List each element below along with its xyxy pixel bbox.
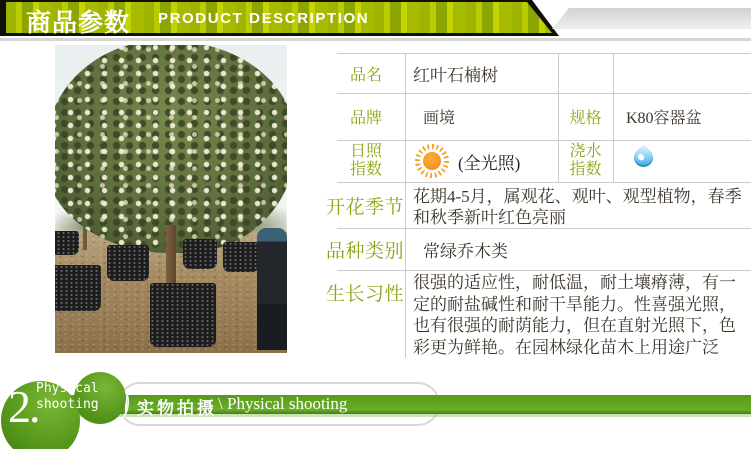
param-value-brand: 画境 xyxy=(423,110,456,127)
param-label-category: 品种类别 xyxy=(325,240,404,262)
param-value-name: 红叶石楠树 xyxy=(413,65,498,85)
footer-title-cn: 实物拍摄 xyxy=(137,399,217,418)
header-gray-wedge xyxy=(552,8,751,29)
section-title-en: PRODUCT DESCRIPTION xyxy=(158,10,370,27)
section-number: 2. xyxy=(8,381,39,432)
sun-icon xyxy=(415,144,449,178)
container-pot xyxy=(55,231,79,255)
water-drop-icon xyxy=(630,144,657,171)
container-pot-main xyxy=(150,283,216,347)
container-pot xyxy=(55,265,101,311)
param-label-brand: 品牌 xyxy=(349,110,382,127)
param-value-flowering-season: 花期4-5月，属观花、观叶、观型植物，春季和秋季新叶红色亮丽 xyxy=(413,187,742,227)
param-label-sunshine: 日照指数 xyxy=(349,143,382,178)
container-pot xyxy=(183,239,217,269)
table-line xyxy=(613,53,614,182)
tree-trunk xyxy=(166,225,176,291)
param-value-category: 常绿乔木类 xyxy=(423,241,508,261)
person-figure xyxy=(257,228,287,350)
param-value-growth-habit: 很强的适应性，耐低温，耐土壤瘠薄，有一定的耐盐碱性和耐干旱能力。性喜强光照，也有很强的耐荫能力，但在直射光照下，色彩更为鲜艳。在园林绿化苗木上用途广泛 xyxy=(413,273,736,357)
tree-crown xyxy=(55,45,287,253)
param-value-spec: K80容器盆 xyxy=(626,110,702,127)
param-value-sunshine: (全光照) xyxy=(415,140,520,182)
param-label-watering: 浇水指数 xyxy=(569,143,602,178)
param-label-name: 品名 xyxy=(349,66,382,84)
section-title-cn: 商品参数 xyxy=(26,9,131,37)
container-pot xyxy=(223,242,259,272)
product-photo xyxy=(55,45,287,353)
container-pot xyxy=(107,245,149,281)
footer-title-en: \ Physical shooting xyxy=(218,394,348,413)
footer-badge-text: Physical shooting xyxy=(36,381,99,412)
param-label-flowering-season: 开花季节 xyxy=(325,196,404,218)
param-label-growth-habit: 生长习性 xyxy=(325,283,404,305)
param-label-spec: 规格 xyxy=(569,110,602,127)
